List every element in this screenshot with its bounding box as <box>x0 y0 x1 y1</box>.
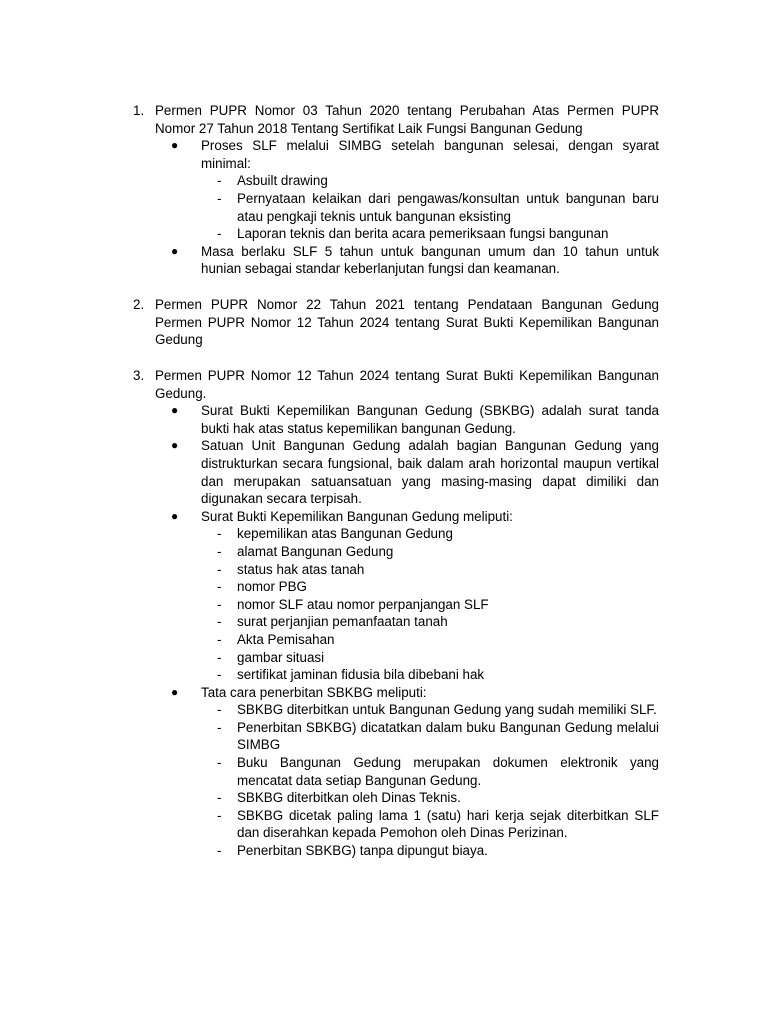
sub-item: - Asbuilt drawing <box>217 173 328 189</box>
list-item-1 <box>133 102 659 278</box>
sub-item: - nomor SLF atau nomor perpanjangan SLF <box>217 596 489 612</box>
item-number: 1. <box>133 103 145 118</box>
sub-item: - Pernyataan kelaikan dari pengawas/konsultan untuk bangunan baru atau pengkaji teknis untuk bangunan eksisting <box>217 190 659 224</box>
bullet-dot: ● <box>171 508 179 523</box>
sub-item: - sertifikat jaminan fidusia bila dibebani hak <box>217 667 485 683</box>
item-number: 3. <box>133 368 145 383</box>
bullet: ● Surat Bukti Kepemilikan Bangunan Gedung (SBKBG) adalah surat tanda bukti hak atas status kepemilikan bangunan Gedung. <box>171 403 659 436</box>
sub-item: - Laporan teknis dan berita acara pemeriksaan fungsi bangunan <box>217 226 609 242</box>
sub-item: - Akta Pemisahan <box>217 631 335 647</box>
sub-item: - SBKBG diterbitkan oleh Dinas Teknis. <box>217 790 461 806</box>
sub-item: - surat perjanjian pemanfaatan tanah <box>217 614 448 630</box>
sub-item: - Penerbitan SBKBG) dicatatkan dalam buku Bangunan Gedung melalui SIMBG <box>217 719 659 753</box>
bullet: ● Surat Bukti Kepemilikan Bangunan Gedung meliputi: <box>171 508 513 524</box>
bullet-dot: ● <box>171 684 179 699</box>
sub-item: - gambar situasi <box>217 649 325 665</box>
item-title: Permen PUPR Nomor 03 Tahun 2020 tentang Perubahan Atas Permen PUPR Nomor 27 Tahun 2018 Tentang Sertifikat Laik Fungsi Bangunan Gedung <box>155 103 659 136</box>
sub-item: - Buku Bangunan Gedung merupakan dokumen elektronik yang mencatat data setiap Bangunan Gedung. <box>217 755 659 788</box>
sub-item: - SBKBG diterbitkan untuk Bangunan Gedung yang sudah memiliki SLF. <box>217 702 657 718</box>
bullet-dot: ● <box>171 403 179 418</box>
list-item-2 <box>133 296 659 349</box>
sub-item: - status hak atas tanah <box>217 561 365 577</box>
bullet-dot: ● <box>171 243 179 258</box>
item-number: 2. <box>133 297 145 312</box>
sub-item: - kepemilikan atas Bangunan Gedung <box>217 526 453 542</box>
sub-item: - SBKBG dicetak paling lama 1 (satu) hari kerja sejak diterbitkan SLF dan diserahkan kepada Pemohon oleh Dinas Perizinan. <box>217 807 659 841</box>
item-title: Permen PUPR Nomor 12 Tahun 2024 tentang Surat Bukti Kepemilikan Bangunan Gedung. <box>155 368 659 401</box>
sub-item: - nomor PBG <box>217 579 307 595</box>
sub-item: - Penerbitan SBKBG) tanpa dipungut biaya. <box>217 843 488 859</box>
bullet-dot: ● <box>171 438 179 453</box>
bullet: ● Satuan Unit Bangunan Gedung adalah bagian Bangunan Gedung yang distrukturkan secara fungsional, baik dalam arah horizontal maupun vertikal dan merupakan satuansatuan yang masing-masing dapat dimiliki dan digunakan secara terpisah. <box>171 438 659 507</box>
bullet-dot: ● <box>171 138 179 153</box>
sub-item: - alamat Bangunan Gedung <box>217 543 394 559</box>
bullet: ● Tata cara penerbitan SBKBG meliputi: <box>171 684 427 700</box>
list-item-3 <box>133 367 659 860</box>
bullet: ● Masa berlaku SLF 5 tahun untuk bangunan umum dan 10 tahun untuk hunian sebagai standar keberlanjutan fungsi dan keamanan. <box>171 243 659 277</box>
bullet: ● Proses SLF melalui SIMBG setelah bangunan selesai, dengan syarat minimal: <box>171 138 659 171</box>
item-title: Permen PUPR Nomor 22 Tahun 2021 tentang Pendataan Bangunan Gedung Permen PUPR Nomor 12 Tahun 2024 tentang Surat Bukti Kepemilikan Bangunan Gedung <box>155 297 659 348</box>
